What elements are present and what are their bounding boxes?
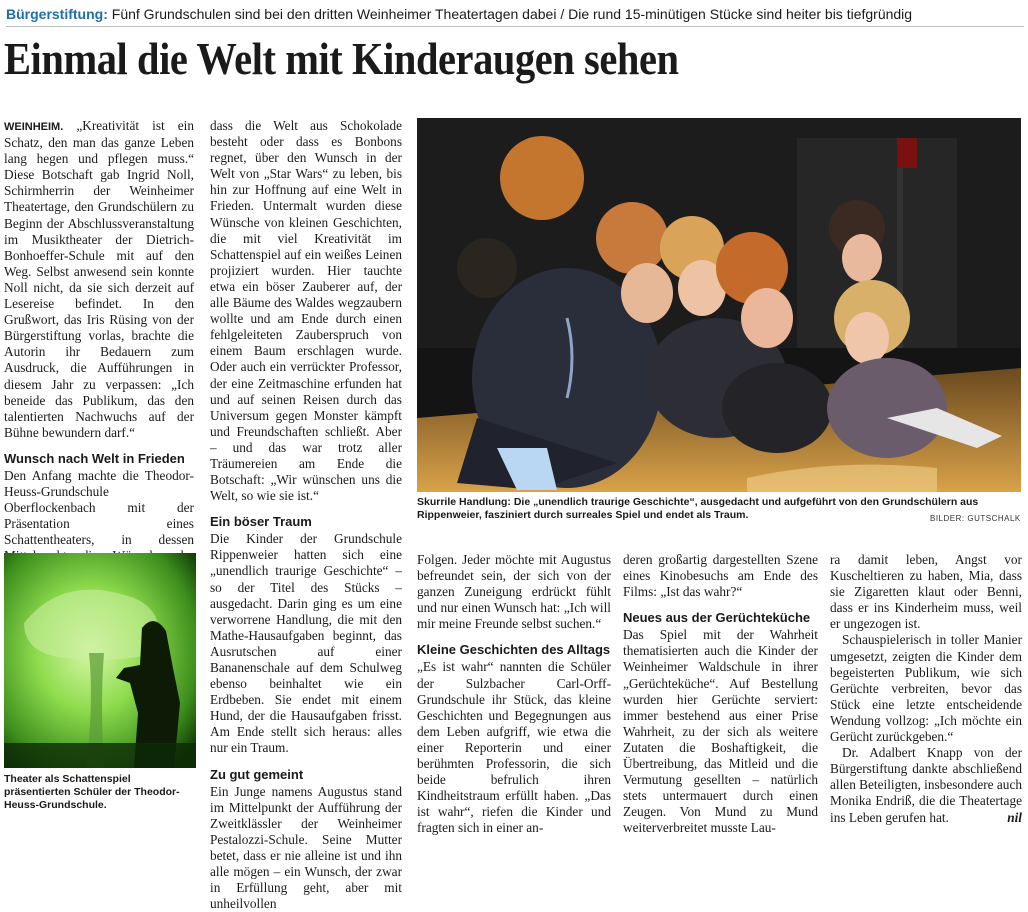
subheading: Ein böser Traum <box>210 514 312 530</box>
kicker-text: Fünf Grundschulen sind bei den dritten Weinheimer Theatertagen dabei / Die rund 15-minütigen Stücke sind heiter bis tiefgründig <box>107 6 913 22</box>
paragraph: Dr. Adalbert Knapp von der Bürgerstiftung dankte abschließend allen Beteiligten, insbesondere auch Monika Endriß, die die Theatertage ins Leben gerufen hat. nil <box>830 745 1022 825</box>
paragraph: deren großartig dargestellten Szene eines Kinobesuchs am Ende des Films: „Ist das wahr?“ <box>623 552 818 600</box>
photo-small-caption: Theater als Schattenspiel präsentierten Schüler der Theodor-Heuss-Grundschule. <box>4 773 180 811</box>
photo-main-caption: Skurrile Handlung: Die „unendlich traurige Geschichte“, ausgedacht und aufgeführt von den Grundschülern aus Rippenweier, fasziniert durch surreales Spiel und endet als Traum. <box>417 496 979 521</box>
children-on-stage-image <box>417 118 1021 492</box>
paragraph: ra damit leben, Angst vor Kuscheltieren zu haben, Mia, dass sie Zigaretten klaut oder Benni, dass er ins Kinderheim muss, weil er ungezogen ist. <box>830 552 1022 632</box>
kicker-line <box>6 4 1024 27</box>
paragraph: Ein Junge namens Augustus stand im Mittelpunkt der Aufführung der Zweitklässler der Weinheimer Pestalozzi-Schule. Seine Mutter betet, dass er nie alleine ist und ihn alle mögen – ein Wunsch, der zwar in Erfüllung geht, aber mit unheilvollen <box>210 783 402 912</box>
paragraph: Den Anfang machte die Theodor-Heuss-Grundschule Oberflockenbach mit der Präsentation eines Schattentheaters, in dessen <box>4 467 194 548</box>
headline: Einmal die Welt mit Kinderaugen sehen <box>4 33 679 84</box>
subheading: Zu gut gemeint <box>210 766 304 782</box>
photo-credit: BILDER: GUTSCHALK <box>930 514 1021 523</box>
paragraph: Schauspielerisch in toller Manier umgesetzt, zeigten die Kinder dem begeisterten Publikum, wie sich Gerüchte verbreiten, bevor das Stück eine letzte entscheidende Wendung vollzog: „Ich möchte ein Gerücht zurückgeben.“ <box>830 632 1022 745</box>
article-column-5 <box>830 552 1022 825</box>
paragraph: „Es ist wahr“ nannten die Schüler der Sulzbacher Carl-Orff-Grundschule ihr Stück, das kleine Geschichten und Begegnungen aus dem Leben aufgriff, wie etwa die einer Reporterin und einer berühmten Professorin, die sich beide befrulich ihren Kindheitstraum erfüllt haben. „Das ist wahr“, riefen die Kinder und fragten sich in einer an- <box>417 659 611 836</box>
article-column-3 <box>417 552 611 836</box>
main-photo <box>417 118 1021 492</box>
paragraph: Das Spiel mit der Wahrheit thematisierten auch die Kinder der Weinheimer Waldschule in ihrer „Gerüchteküche“. Auf Bestellung wurden hier Gerüchte serviert: immer bestehend aus einer Prise Wahrheit, zu der sich als weitere Zutaten die Boshaftigkeit, die Übertreibung, das Mitleid und die Vermutung gesellten – natürlich stets untermauert durch einen Zeugen. Von Mund zu Mund weiterverbreitet musste Lau- <box>623 627 818 836</box>
paragraph: WEINHEIM. „Kreativität ist ein Schatz, den man das ganze Leben lang hegen und pflegen muss.“ Diese Botschaft gab Ingrid Noll, Schirmherrin der Weinheimer Theatertage, den Grundschülern zu Beginn der Abschlussveranstaltung im Musiktheater der Dietrich-Bonhoeffer-Schule mit auf den Weg. Selbst anwesend sein konnte Noll nicht, da sie sich derzeit auf Lesereise befindet. In den Grußwort, das Iris Rüsing von der Bürgerstiftung vorlas, brachte die Autorin ihr Bedauern zum Ausdruck, die Aufführungen in diesem Jahr zu verpassen: „Ich beneide das Publikum, das den talentierten Nachwuchs auf der Bühne bewundern darf.“ <box>4 118 194 440</box>
subheading: Neues aus der Gerüchteküche <box>623 610 811 626</box>
shadow-theatre-image <box>4 553 196 768</box>
article-column-2 <box>210 118 402 912</box>
dateline: WEINHEIM. <box>4 121 64 133</box>
author-signature: nil <box>1007 809 1022 825</box>
paragraph: Folgen. Jeder möchte mit Augustus befreundet sein, der sich von der ganzen Zuneigung erdrückt fühlt und nur einen Wunsch hat: „Ich will mir meine Freunde selbst suchen.“ <box>417 552 611 632</box>
paragraph: dass die Welt aus Schokolade besteht oder dass es Bonbons regnet, über den Wunsch in der Welt von „Star Wars“ zu leben, bis hin zur Hoffnung auf eine Welt in Frieden. Untermalt wurden diese Wünsche von kleinen Geschichten, die mit viel Kreativität im Schattenspiel auf ein weißes Leinen projiziert wurden. Hier tauchte etwa ein böser Zauberer auf, der alle Bäume des Waldes wegzaubern wollte und am Ende durch einen fehlgeleiteten Zauberspruch von einem Baum erschlagen wurde. Oder auch ein verrückter Professor, der eine Zeitmaschine erfunden hat und auf seinen Reisen durch das Universum gegen Monster kämpft und Freundschaften schließt. Aber – und das war trotz aller Träumereien am Ende die Botschaft: „Wir wünschen uns die Welt, so wie sie ist.“ <box>210 118 402 504</box>
article-column-4 <box>623 552 818 836</box>
shadow-theatre-photo <box>4 553 196 768</box>
subheading: Wunsch nach Welt in Frieden <box>4 450 185 466</box>
kicker-label: Bürgerstiftung: <box>6 6 108 22</box>
subheading: Kleine Geschichten des Alltags <box>417 642 611 658</box>
article-column-1 <box>4 118 194 548</box>
paragraph: Die Kinder der Grundschule Rippenweier hatten sich eine „unendlich traurige Geschichte“ – so der Titel des Stücks – ausgedacht. Darin ging es um eine verworrene Handlung, die mit den Mathe-Hausaufgaben beginnt, das Ausrutschen auf einer Bananenschale auf dem Schulweg ebenso beinhaltet wie ein Erdbeben. Sie endet mit einem Hund, der die Hausaufgaben frisst. Am Ende stellt sich heraus: alles nur ein Traum. <box>210 531 402 756</box>
